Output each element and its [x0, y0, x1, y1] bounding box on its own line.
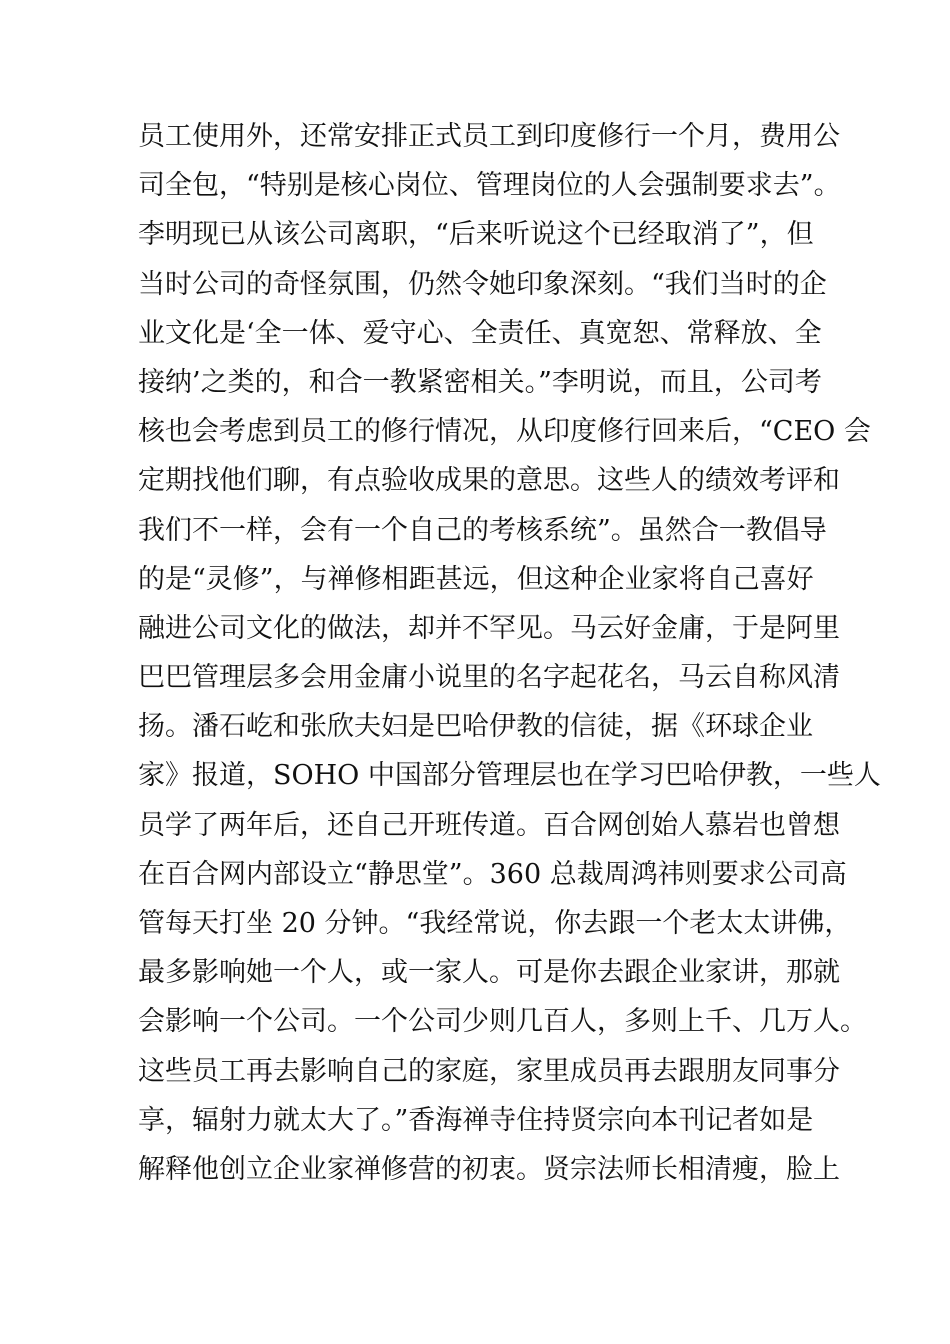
- text-line: 员学了两年后，还自己开班传道。百合网创始人慕岩也曾想: [138, 809, 840, 841]
- text-line: 司全包，“特别是核心岗位、管理岗位的人会强制要求去”。: [138, 170, 841, 202]
- text-line: 会影响一个公司。一个公司少则几百人，多则上千、几万人。: [138, 1006, 867, 1038]
- text-line: 在百合网内部设立“静思堂”。360 总裁周鸿祎则要求公司高: [138, 858, 847, 890]
- text-line: 核也会考虑到员工的修行情况，从印度修行回来后，“CEO 会: [138, 416, 871, 448]
- text-line: 员工使用外，还常安排正式员工到印度修行一个月，费用公: [138, 121, 840, 152]
- text-line: 定期找他们聊，有点验收成果的意思。这些人的绩效考评和: [138, 465, 840, 497]
- text-line: 最多影响她一个人，或一家人。可是你去跟企业家讲，那就: [138, 957, 840, 989]
- text-line: 当时公司的奇怪氛围，仍然令她印象深刻。“我们当时的企: [138, 268, 827, 300]
- text-line: 接纳’之类的，和合一教紧密相关。”李明说，而且，公司考: [138, 366, 822, 398]
- text-line: 李明现已从该公司离职，“后来听说这个已经取消了”，但: [138, 219, 814, 251]
- text-line: 业文化是‘全一体、爱守心、全责任、真宽恕、常释放、全: [138, 317, 822, 349]
- text-line: 这些员工再去影响自己的家庭，家里成员再去跟朋友同事分: [138, 1055, 840, 1087]
- text-line: 的是“灵修”，与禅修相距甚远，但这种企业家将自己喜好: [138, 563, 814, 595]
- text-line: 巴巴管理层多会用金庸小说里的名字起花名，马云自称风清: [138, 662, 840, 694]
- text-line: 享，辐射力就太大了。”香海禅寺住持贤宗向本刊记者如是: [138, 1104, 814, 1136]
- text-line: 融进公司文化的做法，却并不罕见。马云好金庸，于是阿里: [138, 612, 840, 644]
- text-line: 我们不一样，会有一个自己的考核系统”。虽然合一教倡导: [138, 514, 827, 546]
- body-paragraph: [138, 112, 881, 1194]
- text-line: 扬。潘石屹和张欣夫妇是巴哈伊教的信徒，据《环球企业: [138, 711, 813, 743]
- text-line: 管每天打坐 20 分钟。“我经常说，你去跟一个老太太讲佛，: [138, 908, 852, 939]
- text-line: 解释他创立企业家禅修营的初衷。贤宗法师长相清瘦，脸上: [138, 1153, 840, 1185]
- text-line: 家》报道，SOHO 中国部分管理层也在学习巴哈伊教，一些人: [138, 760, 881, 792]
